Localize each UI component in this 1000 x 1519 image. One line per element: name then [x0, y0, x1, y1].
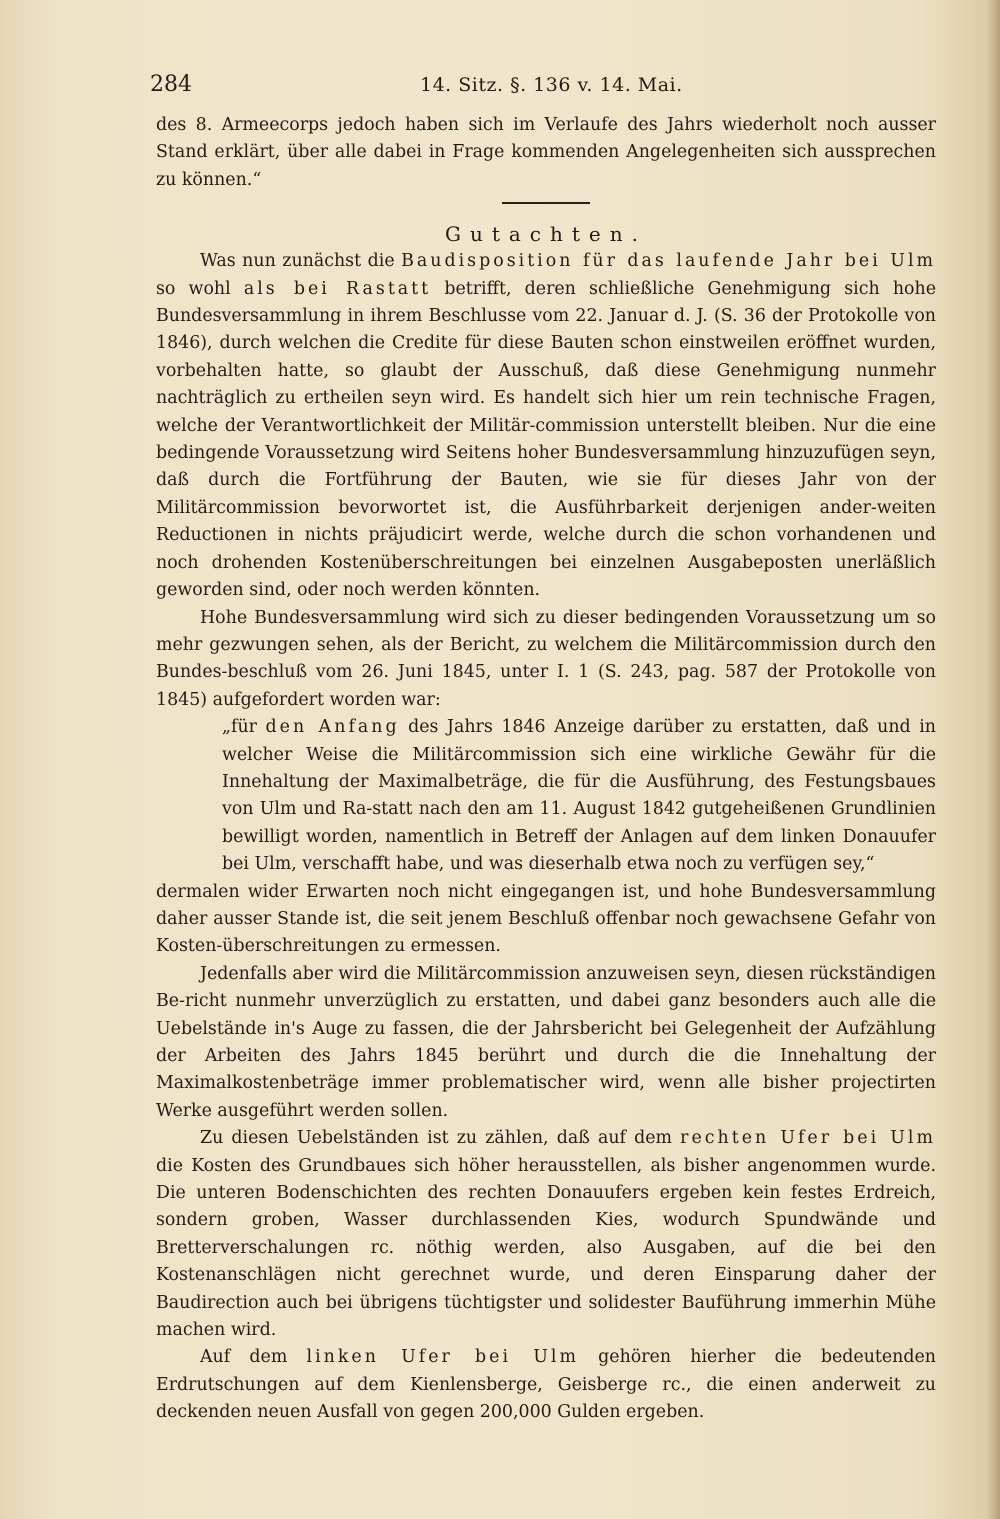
paragraph-6-rest: gehören hierher die bedeutenden Erdrutschungen auf dem Kienlensberge, Geisberge rc., die einen anderweit zu deckenden neuen Ausfall von gegen 200,000 Gulden ergeben.: [156, 1347, 936, 1423]
paragraph-1-emphasis-2: als bei Rastatt: [243, 278, 432, 299]
paragraph-5-rest: die Kosten des Grundbaues sich höher herausstellen, als bisher angenommen wurde. Die unteren Bodenschichten des rechten Donauufers ergeben kein festes Erdreich, sondern groben, Wasser durchlassenden Kies, wodurch Spundwände und Bretterverschalungen rc. nöthig werden, also Ausgaben, auf die bei den Kostenanschlägen nicht gerechnet wurde, und deren Einsparung daher der Baudirection auch bei übrigens tüchtigster und solidester Bauführung immerhin Mühe machen wird.: [156, 1155, 936, 1341]
paragraph-1-lead: Was nun zunächst die: [200, 251, 402, 272]
page-number: 284: [150, 72, 192, 97]
paragraph-1-emphasis-1: Baudisposition für das laufende Jahr bei Ulm: [401, 251, 936, 272]
paragraph-6: [156, 1344, 936, 1426]
intro-text: des 8. Armeecorps jedoch haben sich im Verlaufe des Jahrs wiederholt noch ausser Stand erklärt, über alle dabei in Frage kommenden Angelegenheiten sich aussprechen zu können.“: [156, 115, 936, 190]
paragraph-5-emphasis: rechten Ufer bei Ulm: [680, 1128, 936, 1149]
running-head: 14. Sitz. §. 136 v. 14. Mai.: [420, 74, 683, 96]
paragraph-2: [156, 605, 936, 715]
paragraph-2-text: Hohe Bundesversammlung wird sich zu dieser bedingenden Voraussetzung um so mehr gezwungen sehen, als der Bericht, zu welchem die Militärcommission durch den Bundes-beschluß vom 26. Juni 1845, unter I. 1 (S. 243, pag. 587 der Protokolle von 1845) aufgefordert worden war:: [156, 607, 936, 710]
paragraph-3-text: dermalen wider Erwarten noch nicht eingegangen ist, und hohe Bundesversammlung daher ausser Stande ist, die seit jenem Beschluß offenbar noch gewachsene Gefahr von Kosten-überschreitungen zu ermessen.: [156, 881, 936, 957]
paragraph-5-lead: Zu diesen Uebelständen ist zu zählen, daß auf dem: [200, 1128, 681, 1149]
quote-rest: des Jahrs 1846 Anzeige darüber zu erstatten, daß und in welcher Weise die Militärcommission sich eine wirkliche Gewähr für die Innehaltung der Maximalbeträge, die für die Ausführung, des Festungsbaues von Ulm und Ra-statt nach den am 11. August 1842 gutgeheißenen Grundlinien bewilligt worden, namentlich in Betreff der Anlagen auf dem linken Donauufer bei Ulm, verschafft habe, und was dieserhalb etwa noch zu verfügen sey,“: [222, 717, 936, 875]
paragraph-4: [156, 961, 936, 1125]
paragraph-5: [156, 1125, 936, 1344]
page-header: [150, 66, 940, 106]
paragraph-1-rest: betrifft, deren schließliche Genehmigung sich hohe Bundesversammlung in ihrem Beschlusse vom 22. Januar d. J. (S. 36 der Protokolle von 1846), durch welchen die Credite für diese Bauten schon einstweilen eröffnet wurden, vorbehalten hatte, so glaubt der Ausschuß, daß diese Genehmigung nunmehr nachträglich zu ertheilen seyn wird. Es handelt sich hier um rein technische Fragen, welche der Verantwortlichkeit der Militär-commission unterstellt bleiben. Nur die eine bedingende Voraussetzung wird Seitens hoher Bundesversammlung hinzuzufügen seyn, daß durch die Fortführung der Bauten, wie sie für dieses Jahr von der Militärcommission bevorwortet ist, die Ausführbarkeit derjenigen ander-weiten Reductionen in nichts präjudicirt werde, welche durch die schon vorhandenen und noch drohenden Kostenüberschreitungen bei einzelnen Ausgabeposten unerläßlich geworden sind, oder noch werden könnten.: [156, 278, 936, 601]
section-divider: [502, 202, 590, 204]
paragraph-1-mid: so wohl: [156, 278, 244, 299]
paragraph-1: [156, 248, 936, 604]
section-title: Gutachten.: [444, 222, 647, 247]
quoted-passage: [156, 714, 936, 878]
quote-emphasis: den Anfang: [265, 717, 400, 738]
paragraph-3: [156, 879, 936, 961]
paragraph-6-lead: Auf dem: [200, 1347, 307, 1368]
paragraph-6-emphasis: linken Ufer bei Ulm: [306, 1347, 579, 1368]
quote-lead: „für: [222, 717, 266, 738]
paragraph-4-text: Jedenfalls aber wird die Militärcommission anzuweisen seyn, diesen rückständigen Be-richt nunmehr unverzüglich zu erstatten, und dabei ganz besonders auch alle die Uebelstände in's Auge zu fassen, die der Jahrsbericht bei Gelegenheit der Aufzählung der Arbeiten des Jahrs 1845 berührt und durch die die Innehaltung der Maximalkostenbeträge immer problematischer wird, wenn alle bisher projectirten Werke ausgeführt werden sollen.: [156, 963, 936, 1121]
intro-paragraph: [156, 112, 936, 194]
page-edge-shadow: [986, 0, 1000, 1519]
body-text: [156, 112, 936, 1427]
